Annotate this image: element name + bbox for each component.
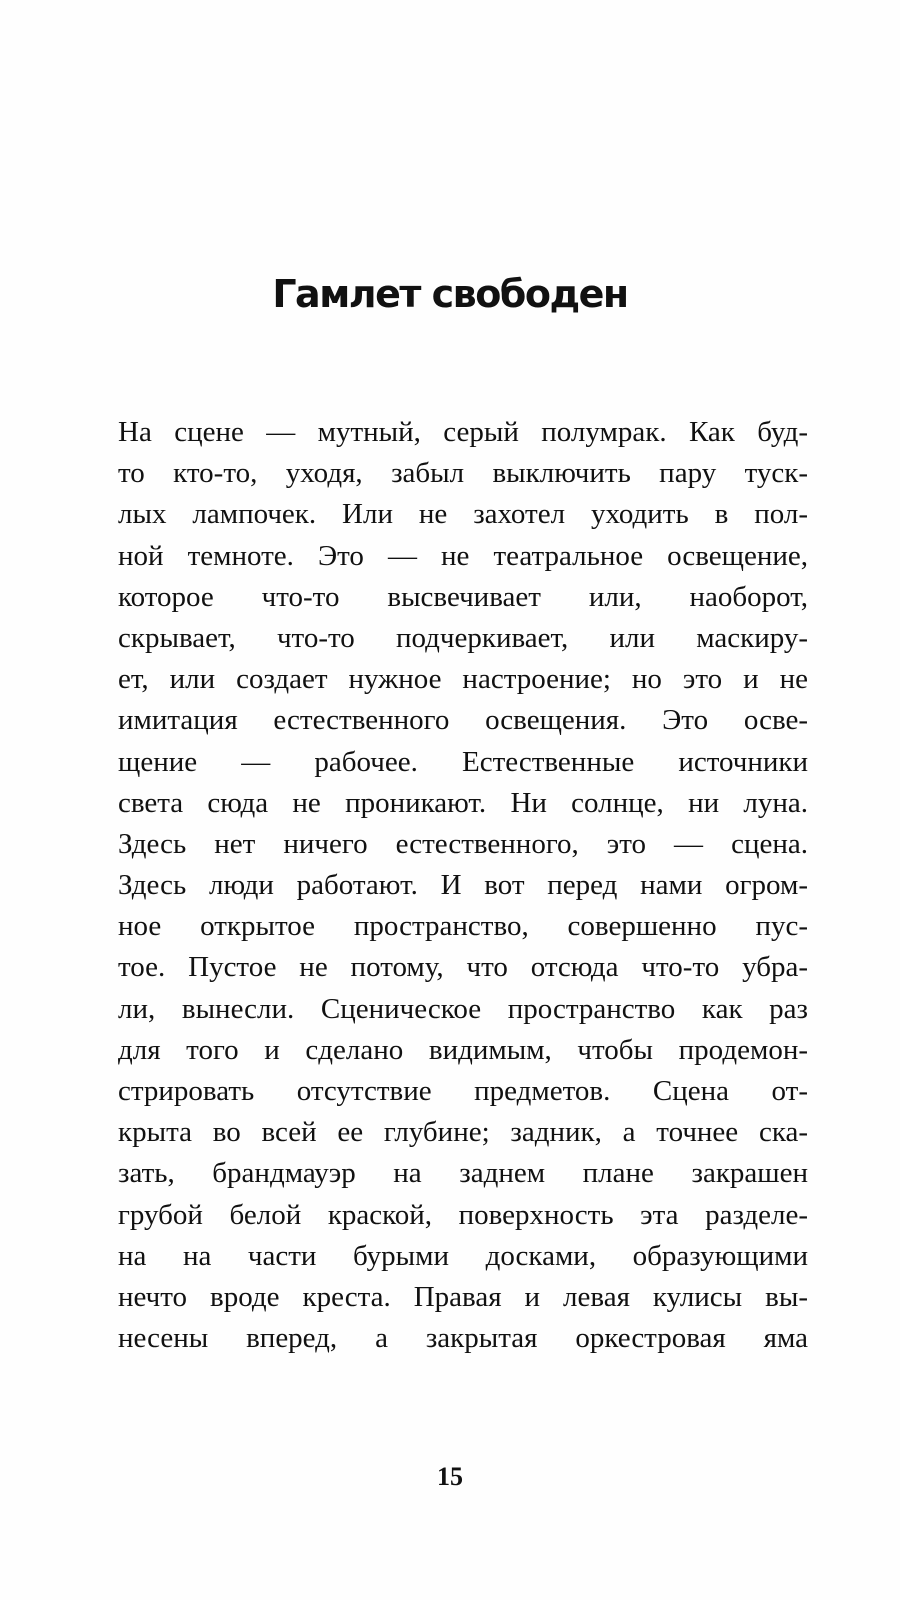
text-line: На сцене — мутный, серый полумрак. Как буд- (118, 416, 808, 448)
text-line: ное открытое пространство, совершенно пус- (118, 910, 808, 943)
text-line: щение — рабочее. Естественные источники (118, 745, 808, 778)
text-line: нечто вроде креста. Правая и левая кулисы вы- (118, 1280, 808, 1313)
text-line: стрировать отсутствие предметов. Сцена от- (118, 1075, 808, 1107)
text-line: Здесь нет ничего естественного, это — сцена. (118, 827, 808, 860)
text-line: ной темноте. Это — не театральное освещение, (118, 539, 808, 572)
page-number: 15 (437, 1462, 463, 1491)
text-line: света сюда не проникают. Ни солнце, ни луна. (118, 786, 808, 819)
text-line: лых лампочек. Или не захотел уходить в пол- (118, 498, 808, 531)
text-line: зать, брандмауэр на заднем плане закрашен (118, 1157, 808, 1190)
text-line: на на части бурыми досками, образующими (118, 1239, 808, 1272)
text-line: для того и сделано видимым, чтобы продемон- (118, 1033, 808, 1066)
text-line: которое что-то высвечивает или, наоборот, (118, 580, 808, 613)
text-line: имитация естественного освещения. Это осве- (118, 704, 808, 737)
text-line: крыта во всей ее глубине; задник, а точнее ска- (118, 1116, 808, 1149)
text-line: тое. Пустое не потому, что отсюда что-то убра- (118, 951, 808, 984)
text-line: скрывает, что-то подчеркивает, или маскиру- (118, 621, 808, 654)
chapter-title: Гамлет свободен (272, 272, 628, 316)
text-line: ет, или создает нужное настроение; но это и не (118, 663, 808, 696)
text-line: то кто-то, уходя, забыл выключить пару туск- (118, 457, 808, 490)
text-line: ли, вынесли. Сценическое пространство как раз (118, 992, 808, 1025)
text-line: несены вперед, а закрытая оркестровая яма (118, 1322, 808, 1355)
text-line: грубой белой краской, поверхность эта разделе- (118, 1198, 808, 1231)
body-text (118, 412, 808, 1359)
text-line: Здесь люди работают. И вот перед нами огром- (118, 869, 808, 902)
